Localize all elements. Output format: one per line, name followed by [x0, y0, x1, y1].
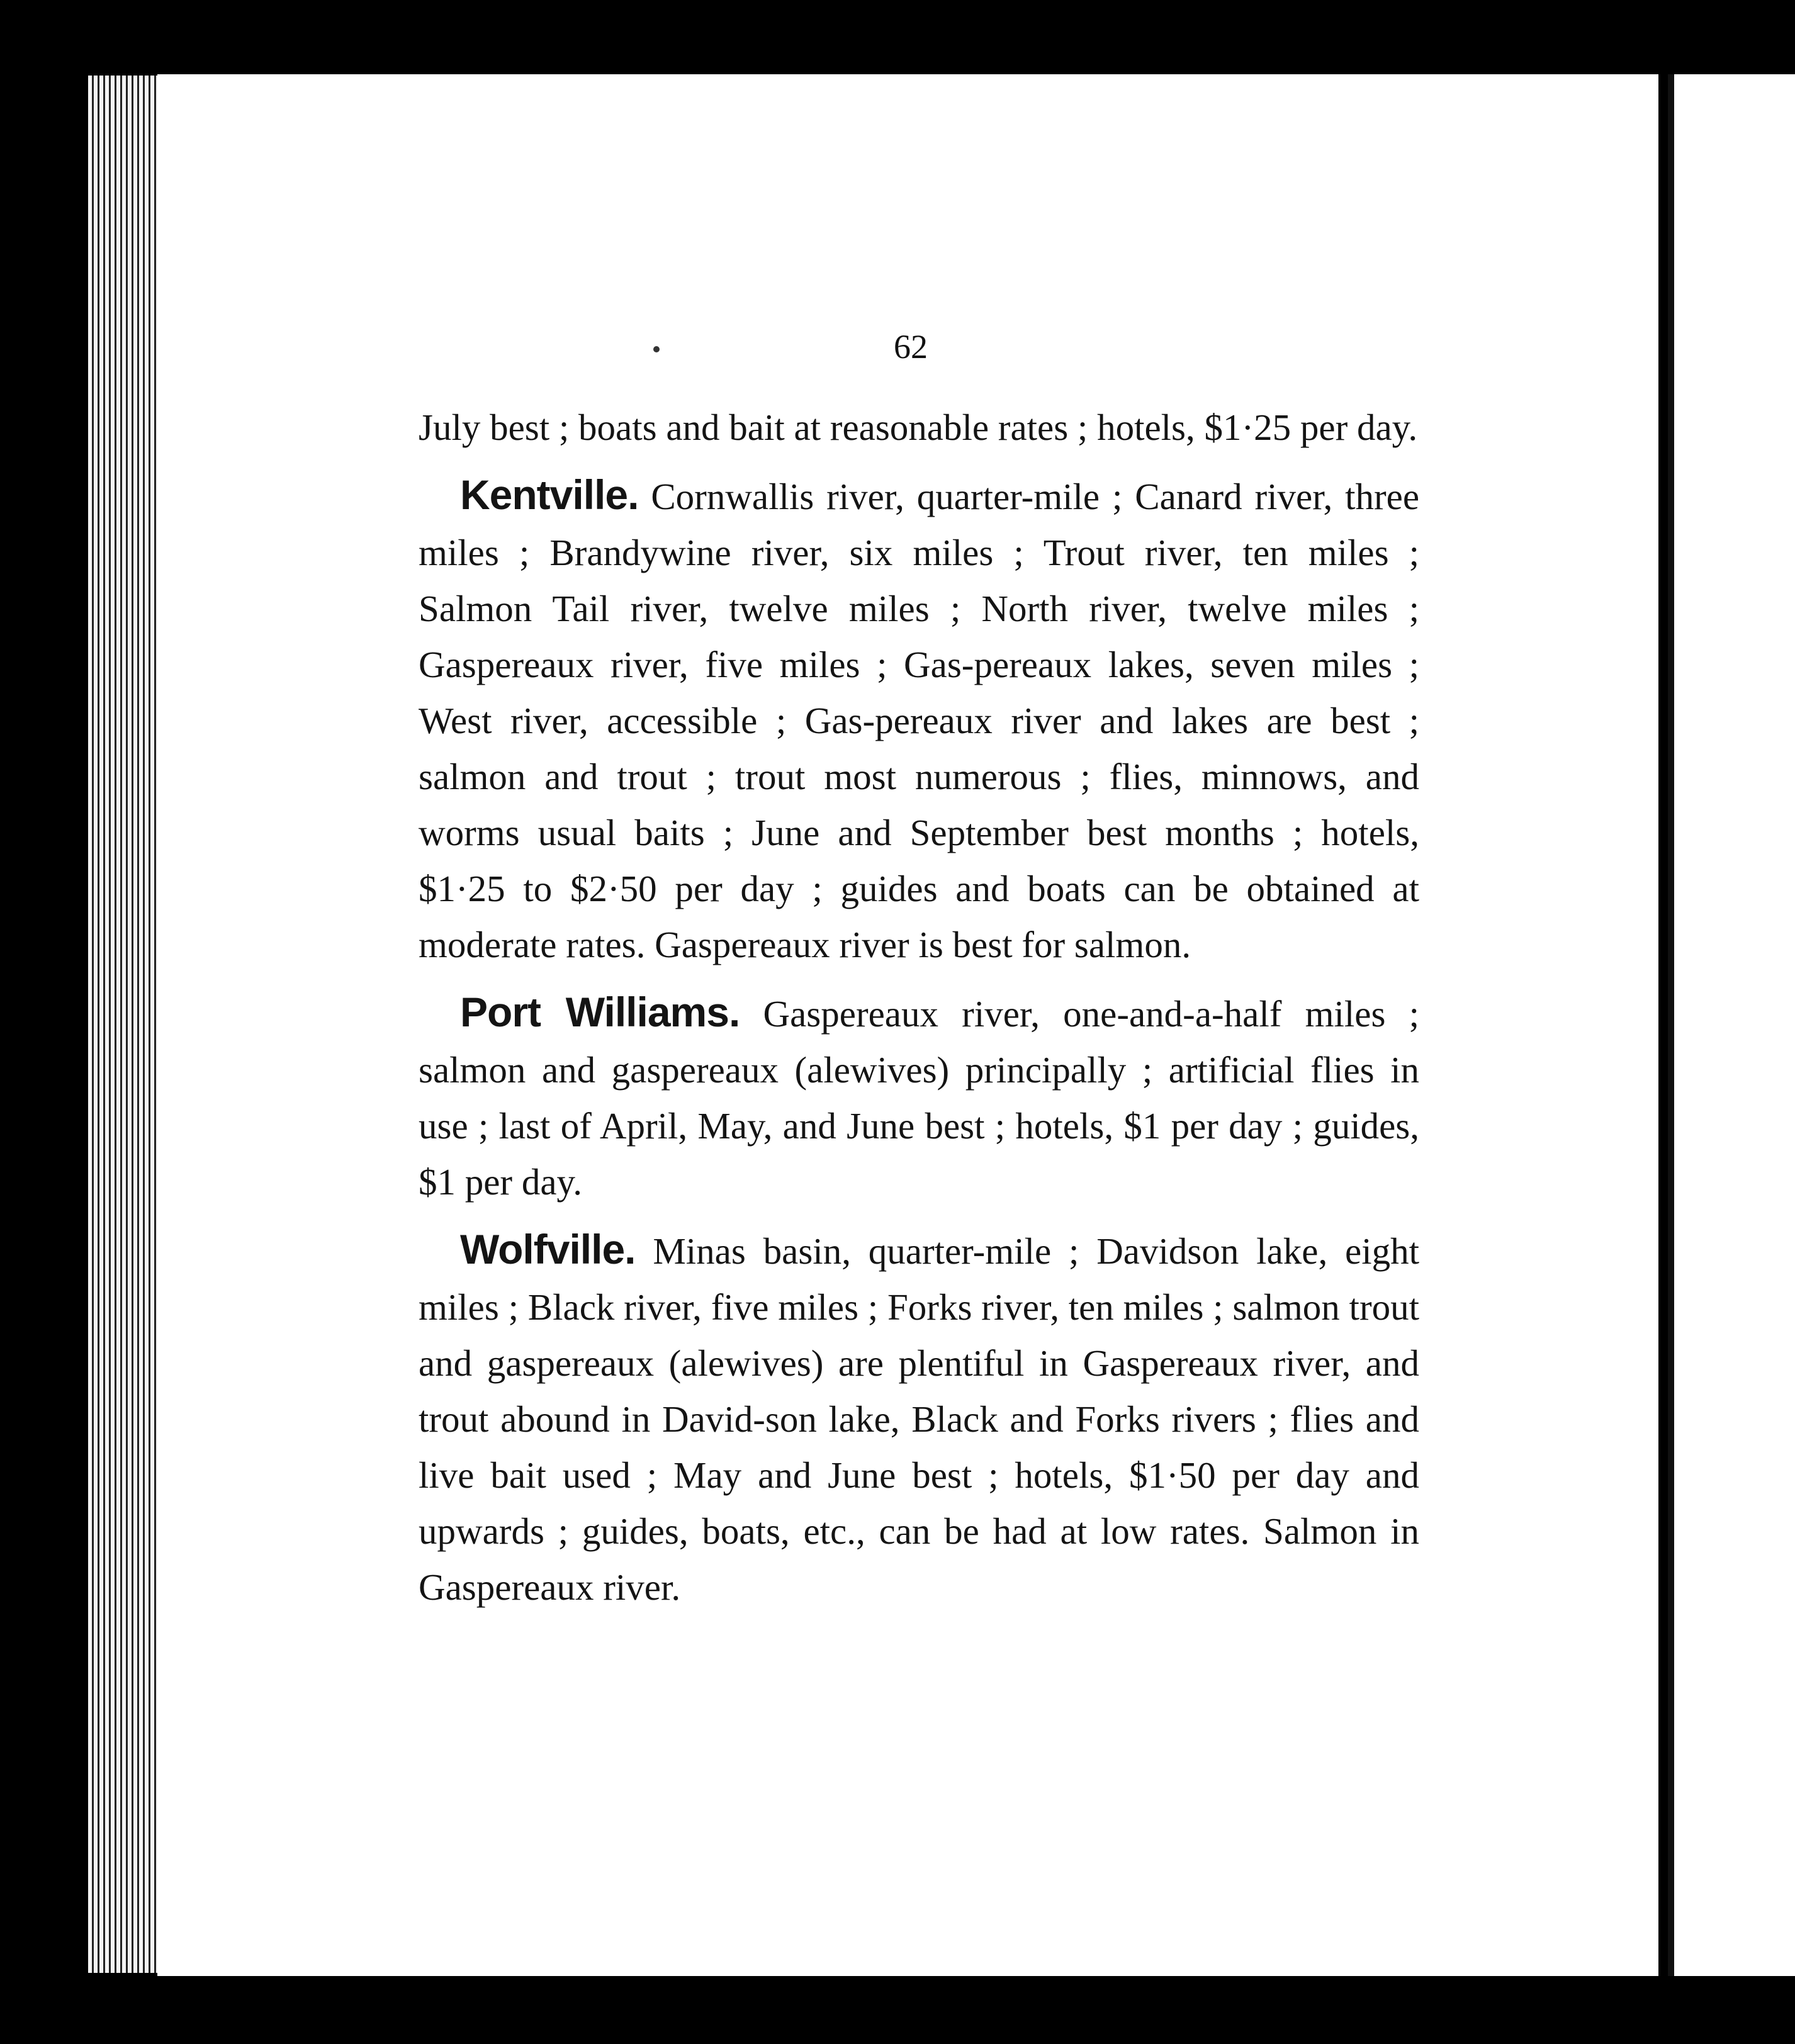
- paragraph-port-williams: [419, 984, 1419, 1210]
- paragraph-text: July best ; boats and bait at reasonable rates ; hotels, $1·25 per day.: [419, 407, 1418, 448]
- place-heading: Port Williams.: [460, 989, 740, 1035]
- facing-page-edge: [1668, 74, 1795, 1976]
- book-page-edges: [88, 76, 159, 1973]
- ink-speck: [653, 346, 660, 352]
- paragraph-continued: [419, 400, 1419, 456]
- paragraph-kentville: [419, 467, 1419, 973]
- paragraph-wolfville: [419, 1221, 1419, 1615]
- page-number: 62: [894, 328, 928, 366]
- paragraph-text: Gaspereaux river, one-and-a-half miles ; salmon and gaspereaux (alewives) principally ; artificial flies in use ; last of April, May, and June best ; hotels, $1 per day ; guides, $1 per day.: [419, 993, 1420, 1203]
- page-text: [419, 400, 1419, 1627]
- paragraph-text: Cornwallis river, quarter-mile ; Canard river, three miles ; Brandywine river, six miles ; Trout river, ten miles ; Salmon Tail river, twelve miles ; North river, twelve miles ; Gaspereaux river, five miles ; Gas-pereaux lakes, seven miles ; West river, accessible ; Gas-pereaux river and lakes are best ; salmon and trout ; trout most numerous ; flies, minnows, and worms usual baits ; June and September best months ; hotels, $1·25 to $2·50 per day ; guides and boats can be obtained at moderate rates. Gaspereaux river is best for salmon.: [419, 476, 1420, 965]
- place-heading: Wolfville.: [460, 1226, 636, 1272]
- paragraph-text: Minas basin, quarter-mile ; Davidson lake, eight miles ; Black river, five miles ; Forks river, ten miles ; salmon trout and gaspereaux (alewives) are plentiful in Gaspereaux river, and trout abound in David-son lake, Black and Forks rivers ; flies and live bait used ; May and June best ; hotels, $1·50 per day and upwards ; guides, boats, etc., can be had at low rates. Salmon in Gaspereaux river.: [419, 1230, 1419, 1608]
- place-heading: Kentville.: [460, 471, 639, 518]
